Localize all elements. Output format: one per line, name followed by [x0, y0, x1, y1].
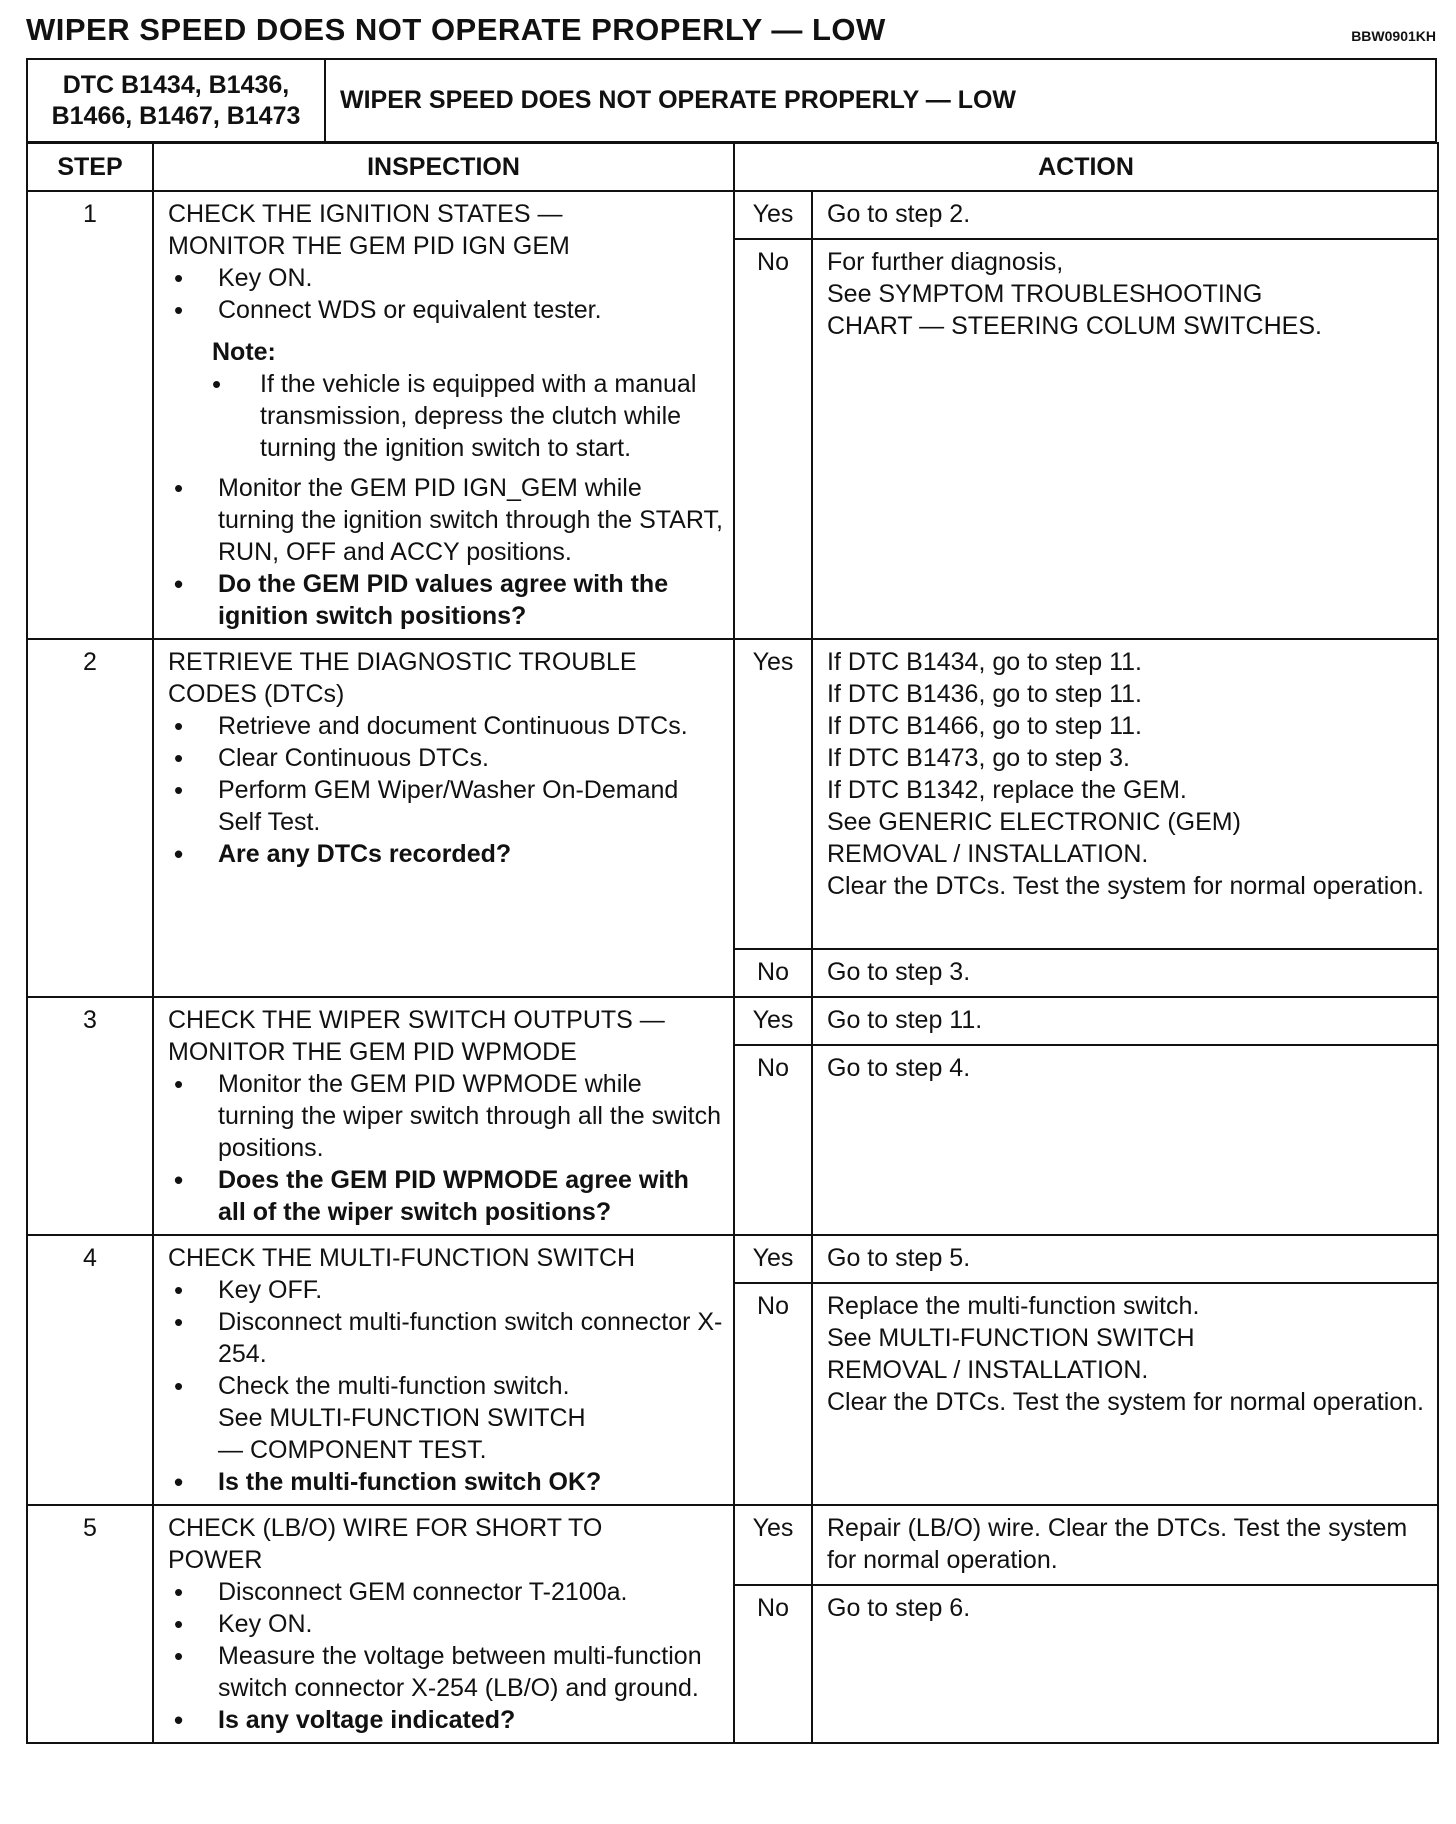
step-question: • Is the multi-function switch OK? — [168, 1466, 723, 1498]
instruction-item: • Key ON. — [168, 262, 723, 294]
action-line: Replace the multi-function switch. — [827, 1292, 1200, 1320]
instruction-item: • Disconnect GEM connector T-2100a. — [168, 1576, 723, 1608]
dtc-codes-line2: B1466, B1467, B1473 — [51, 101, 301, 130]
action-line: For further diagnosis, — [827, 248, 1064, 276]
action-line: See GENERIC ELECTRONIC (GEM) — [827, 808, 1241, 836]
action-column-header: ACTION — [734, 143, 1438, 191]
action-line: Clear the DTCs. Test the system for normal operation. — [827, 872, 1424, 900]
no-action: Go to step 4. — [812, 1045, 1438, 1235]
note-box — [212, 336, 723, 464]
inspection-cell — [153, 1505, 734, 1743]
instruction-item: • Clear Continuous DTCs. — [168, 742, 723, 774]
step-row — [27, 191, 1438, 239]
step-question: • Are any DTCs recorded? — [168, 838, 723, 870]
action-line: See MULTI-FUNCTION SWITCH — [827, 1324, 1195, 1352]
action-line: Clear the DTCs. Test the system for normal operation. — [827, 1388, 1424, 1416]
step-number: 3 — [27, 997, 153, 1235]
step-heading: POWER — [168, 1546, 263, 1574]
step-number: 5 — [27, 1505, 153, 1743]
action-line: If DTC B1434, go to step 11. — [827, 648, 1142, 676]
yes-label: Yes — [734, 1235, 812, 1283]
step-heading: CHECK (LB/O) WIRE FOR SHORT TO — [168, 1514, 603, 1542]
no-label: No — [734, 1283, 812, 1505]
step-question: • Does the GEM PID WPMODE agree with all of the wiper switch positions? — [168, 1164, 723, 1228]
dtc-header-table — [26, 58, 1437, 143]
step-number: 4 — [27, 1235, 153, 1505]
yes-action — [812, 639, 1438, 949]
instruction-list — [168, 1274, 723, 1498]
action-line: REMOVAL / INSTALLATION. — [827, 840, 1149, 868]
step-column-header: STEP — [27, 143, 153, 191]
instruction-list — [168, 472, 723, 632]
step-heading: CHECK THE MULTI-FUNCTION SWITCH — [168, 1244, 636, 1272]
no-label: No — [734, 1585, 812, 1743]
yes-label: Yes — [734, 997, 812, 1045]
yes-action: Go to step 2. — [812, 191, 1438, 239]
no-action — [812, 239, 1438, 639]
action-line: If DTC B1436, go to step 11. — [827, 680, 1142, 708]
note-item: • If the vehicle is equipped with a manual transmission, depress the clutch while turning the ignition switch to start. — [212, 368, 723, 464]
no-label: No — [734, 1045, 812, 1235]
yes-action: Repair (LB/O) wire. Clear the DTCs. Test the system for normal operation. — [812, 1505, 1438, 1585]
dtc-codes-cell — [27, 59, 325, 142]
no-action: Go to step 6. — [812, 1585, 1438, 1743]
instruction-line: See MULTI-FUNCTION SWITCH — [218, 1404, 586, 1432]
page-title: WIPER SPEED DOES NOT OPERATE PROPERLY — LOW — [26, 12, 886, 47]
no-action — [812, 1283, 1438, 1505]
step-row — [27, 639, 1438, 949]
instruction-list — [168, 1576, 723, 1736]
step-heading: CHECK THE WIPER SWITCH OUTPUTS — — [168, 1006, 665, 1034]
yes-action: Go to step 11. — [812, 997, 1438, 1045]
instruction-line: • Check the multi-function switch. — [218, 1372, 570, 1400]
step-heading: RETRIEVE THE DIAGNOSTIC TROUBLE — [168, 648, 637, 676]
dtc-codes-line1: DTC B1434, B1436, — [62, 70, 290, 99]
step-heading: MONITOR THE GEM PID IGN GEM — [168, 232, 570, 260]
action-line: REMOVAL / INSTALLATION. — [827, 1356, 1149, 1384]
yes-label: Yes — [734, 191, 812, 239]
step-question: • Is any voltage indicated? — [168, 1704, 723, 1736]
action-line: CHART — STEERING COLUM SWITCHES. — [827, 312, 1322, 340]
step-number: 1 — [27, 191, 153, 639]
instruction-item: • Key OFF. — [168, 1274, 723, 1306]
step-question: • Do the GEM PID values agree with the ignition switch positions? — [168, 568, 723, 632]
diagnostic-table — [26, 142, 1439, 1744]
step-heading: MONITOR THE GEM PID WPMODE — [168, 1038, 577, 1066]
inspection-cell — [153, 1235, 734, 1505]
action-line: See SYMPTOM TROUBLESHOOTING — [827, 280, 1263, 308]
table-header-row — [27, 143, 1438, 191]
instruction-item: • Perform GEM Wiper/Washer On-Demand Self Test. — [168, 774, 723, 838]
step-heading: CODES (DTCs) — [168, 680, 345, 708]
yes-label: Yes — [734, 639, 812, 949]
instruction-line: — COMPONENT TEST. — [218, 1436, 487, 1464]
step-row — [27, 1235, 1438, 1283]
yes-action: Go to step 5. — [812, 1235, 1438, 1283]
inspection-cell — [153, 997, 734, 1235]
inspection-cell — [153, 639, 734, 997]
inspection-column-header: INSPECTION — [153, 143, 734, 191]
action-line: If DTC B1473, go to step 3. — [827, 744, 1130, 772]
note-label: Note: — [212, 338, 276, 366]
figure-code: BBW0901KH — [1351, 28, 1436, 44]
instruction-item: • Connect WDS or equivalent tester. — [168, 294, 723, 326]
inspection-cell — [153, 191, 734, 639]
instruction-item — [168, 1370, 723, 1466]
step-row — [27, 1505, 1438, 1585]
action-line: If DTC B1342, replace the GEM. — [827, 776, 1187, 804]
instruction-item: • Retrieve and document Continuous DTCs. — [168, 710, 723, 742]
instruction-item: • Monitor the GEM PID IGN_GEM while turning the ignition switch through the START, RUN, OFF and ACCY positions. — [168, 472, 723, 568]
no-label: No — [734, 949, 812, 997]
no-label: No — [734, 239, 812, 639]
step-number: 2 — [27, 639, 153, 997]
instruction-list — [168, 262, 723, 326]
step-heading: CHECK THE IGNITION STATES — — [168, 200, 563, 228]
action-line: If DTC B1466, go to step 11. — [827, 712, 1142, 740]
instruction-item: • Monitor the GEM PID WPMODE while turning the wiper switch through all the switch positions. — [168, 1068, 723, 1164]
no-action: Go to step 3. — [812, 949, 1438, 997]
instruction-list — [168, 710, 723, 870]
yes-label: Yes — [734, 1505, 812, 1585]
instruction-item: • Disconnect multi-function switch connector X-254. — [168, 1306, 723, 1370]
instruction-list — [168, 1068, 723, 1228]
dtc-title-cell: WIPER SPEED DOES NOT OPERATE PROPERLY — LOW — [325, 59, 1436, 142]
step-row — [27, 997, 1438, 1045]
instruction-item: • Measure the voltage between multi-function switch connector X-254 (LB/O) and ground. — [168, 1640, 723, 1704]
instruction-item: • Key ON. — [168, 1608, 723, 1640]
